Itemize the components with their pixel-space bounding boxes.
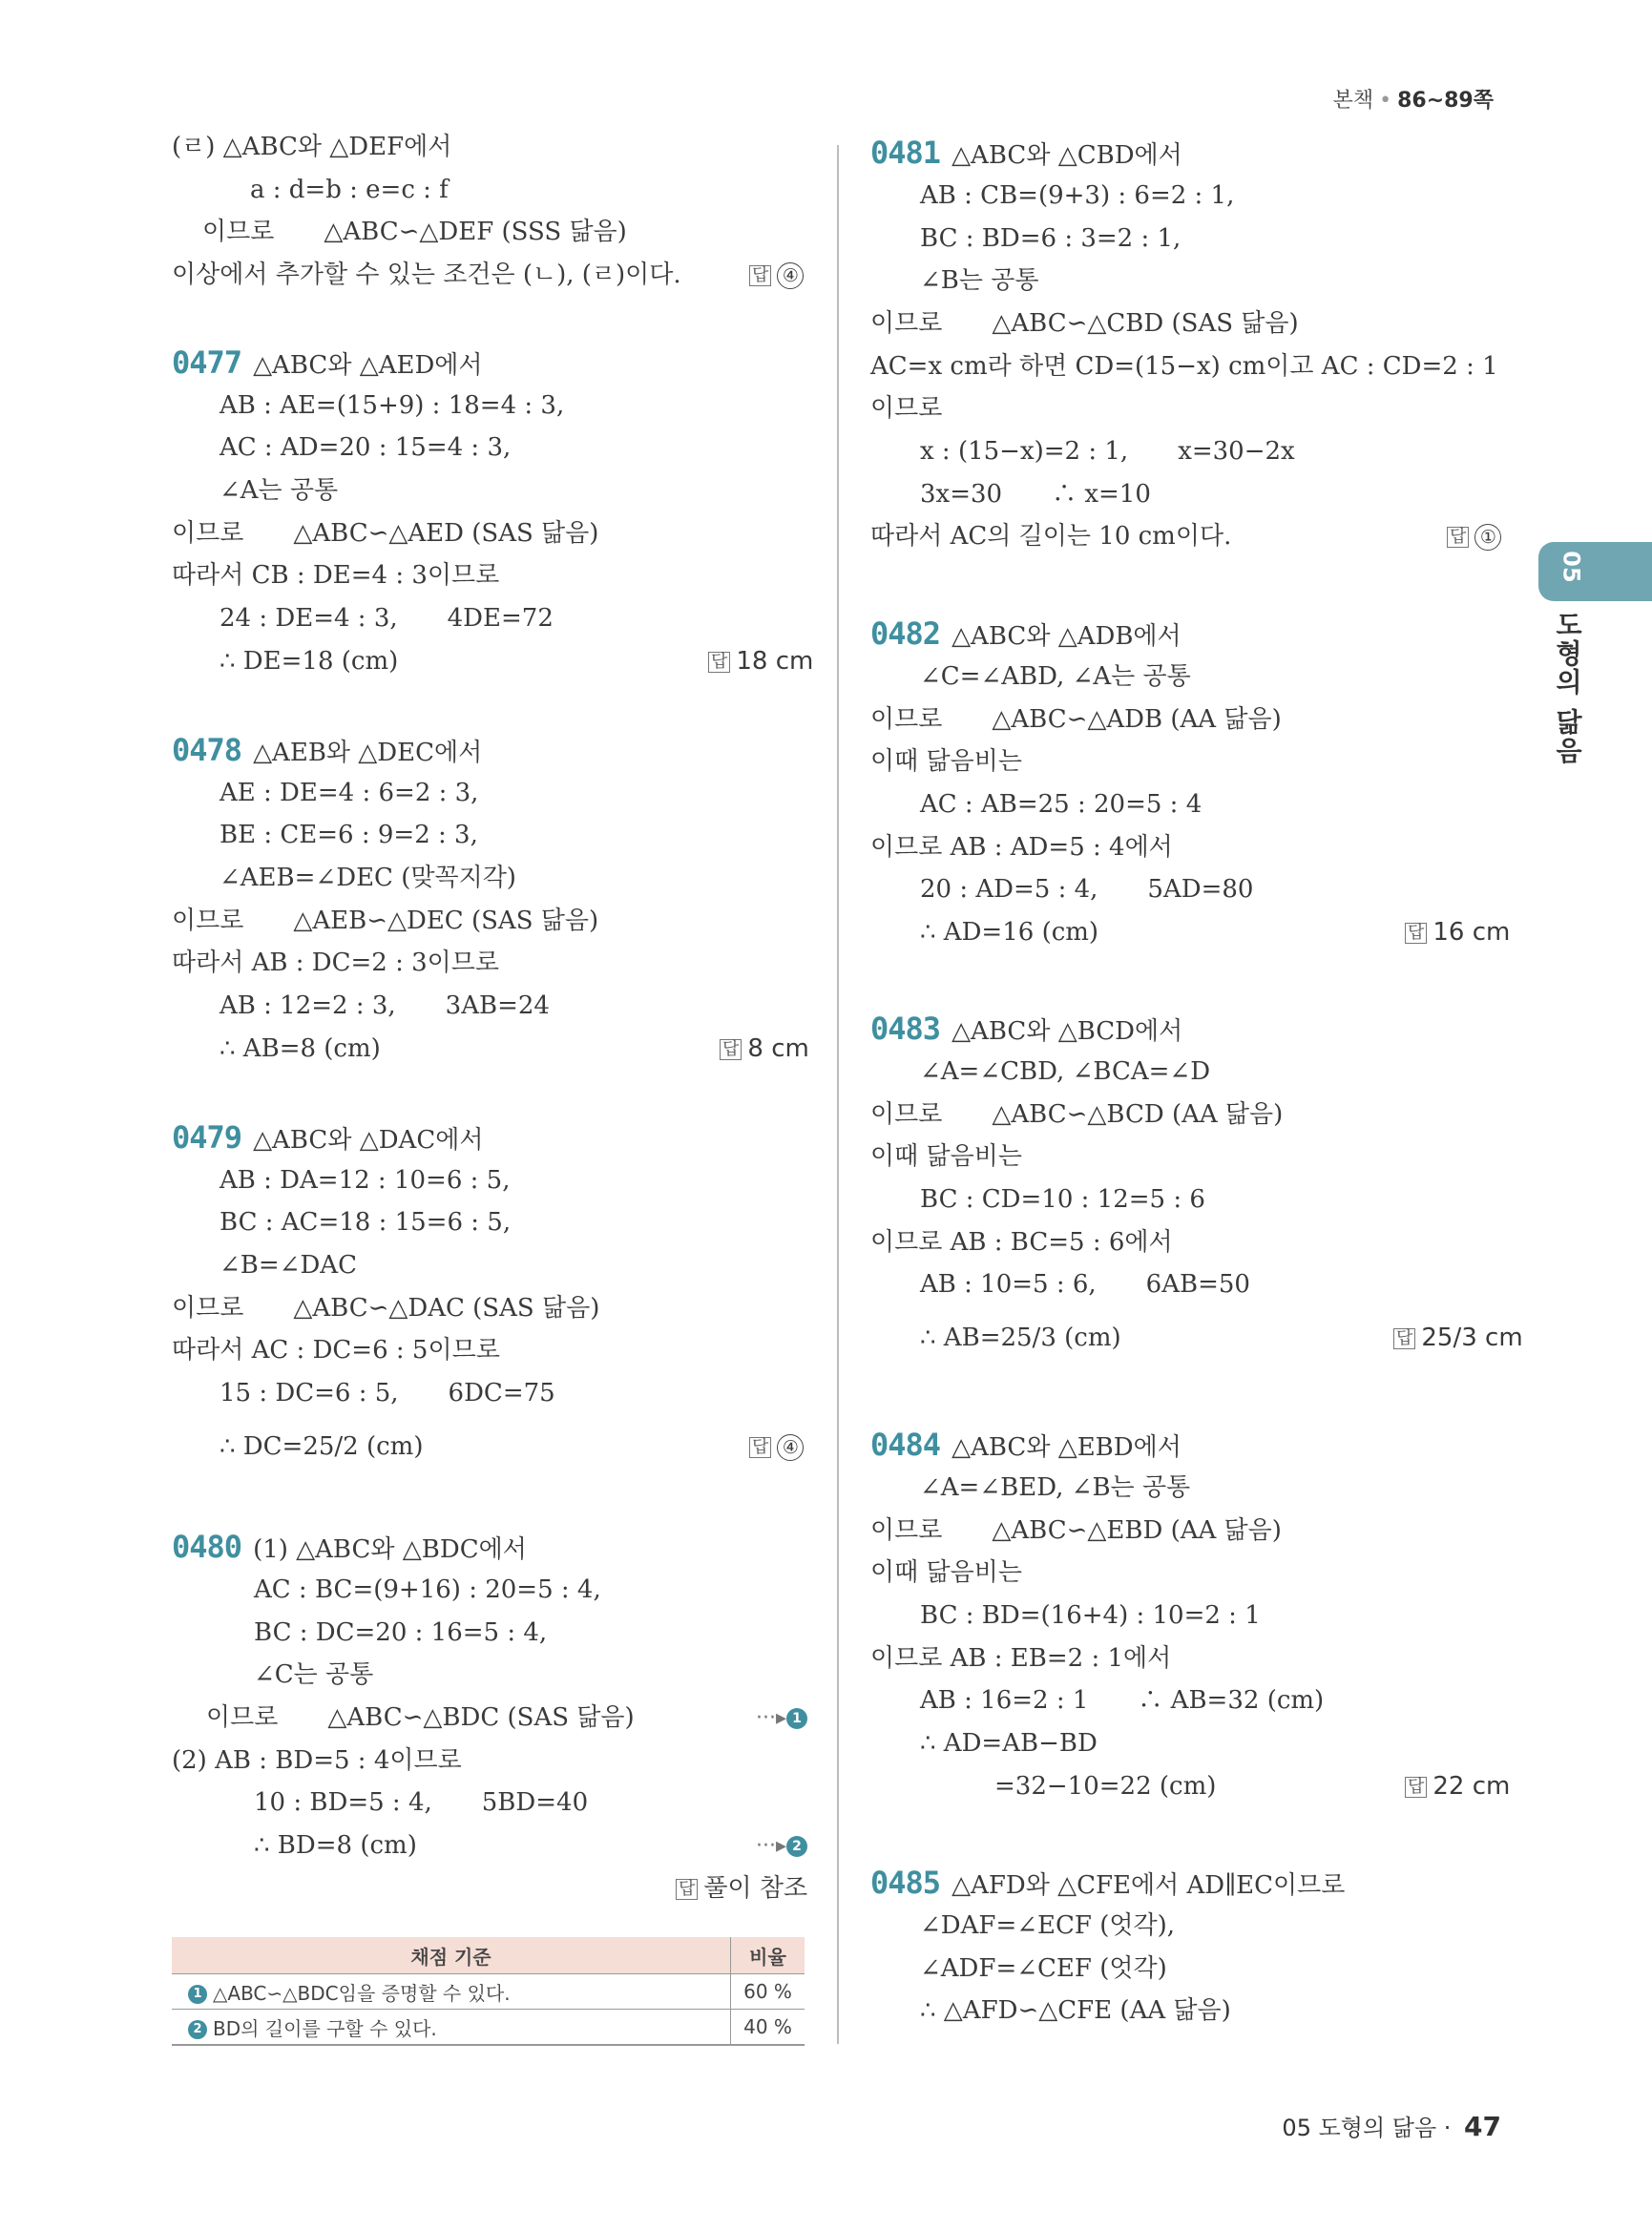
line-text: ∠C=∠ABD, ∠A는 공통 [920, 662, 1191, 691]
solution-line [220, 1165, 510, 1196]
solution-line [254, 1574, 601, 1605]
solution-line [870, 1643, 1171, 1674]
solution-line [870, 1515, 1282, 1546]
solution-line [172, 1293, 599, 1324]
line-text: △ABC와 △EBD에서 [951, 1433, 1181, 1462]
solution-line [172, 560, 499, 591]
solution-line [220, 1250, 357, 1281]
answer-icon: 답 [1447, 527, 1469, 548]
line-text: 10 : BD=5 : 4, 5BD=40 [254, 1788, 589, 1817]
grading-criterion-text: BD의 길이를 구할 수 있다. [213, 2016, 437, 2040]
problem-number: 0480 [172, 1529, 242, 1565]
line-text: 이므로 △ABC∽△AED (SAS 닮음) [172, 519, 599, 548]
grading-criterion-cell [172, 1974, 731, 2010]
line-text: AC : AB=25 : 20=5 : 4 [920, 790, 1202, 819]
line-text: 3x=30 ∴ x=10 [920, 480, 1151, 509]
line-text: 이므로 △ABC∽△DEF (SSS 닮음) [202, 218, 627, 246]
grading-table [172, 1937, 805, 2046]
step-marker [756, 1834, 807, 1858]
solution-line [172, 1335, 500, 1366]
solution-line [920, 1685, 1324, 1716]
answer-value: 18 cm [736, 647, 814, 676]
solution-line [870, 1227, 1173, 1258]
line-text: ∴ BD=8 (cm) [254, 1831, 417, 1860]
chapter-title-vertical: 도형의 닮음 [1552, 611, 1583, 765]
line-text: ∴ AD=16 (cm) [920, 918, 1099, 947]
answer-label [1405, 917, 1510, 948]
solution-line [220, 1431, 423, 1462]
line-text: AC : BC=(9+16) : 20=5 : 4, [254, 1575, 601, 1604]
table-row [172, 1974, 805, 2010]
line-text: 따라서 AC의 길이는 10 cm이다. [870, 522, 1232, 551]
answer-icon: 답 [1405, 923, 1427, 944]
solution-line [254, 1617, 547, 1648]
grading-criterion-cell [172, 2010, 731, 2046]
solution-line [220, 432, 511, 463]
line-text: ∠B=∠DAC [220, 1251, 357, 1280]
line-text: 따라서 CB : DE=4 : 3이므로 [172, 561, 500, 590]
problem-heading [172, 732, 483, 768]
line-text: ∴ AD=AB−BD [920, 1729, 1098, 1758]
solution-line [920, 1323, 1121, 1353]
problem-number: 0485 [870, 1865, 941, 1901]
solution-line [172, 260, 681, 290]
header-book: 본책 [1332, 89, 1374, 113]
solution-line [220, 990, 550, 1021]
solution-line [220, 1207, 511, 1238]
solution-line [920, 436, 1295, 467]
chapter-tab[interactable] [1538, 542, 1652, 601]
header-separator: • [1379, 89, 1392, 113]
answer-value: ④ [777, 1434, 804, 1461]
line-text: (2) AB : BD=5 : 4이므로 [172, 1746, 462, 1775]
solution-line [920, 1728, 1098, 1759]
problem-heading [870, 1429, 1181, 1463]
arrow-icon: ···▸ [756, 1834, 787, 1858]
solution-line [920, 917, 1098, 948]
line-text: 이상에서 추가할 수 있는 조건은 (ㄴ), (ㄹ)이다. [172, 261, 681, 289]
line-text: AC=x cm라 하면 CD=(15−x) cm이고 AC : CD=2 : 1 [870, 352, 1498, 381]
line-text: 이므로 [870, 394, 943, 423]
answer-value: 22 cm [1432, 1772, 1511, 1801]
problem-number: 0479 [172, 1119, 242, 1156]
line-text: ∠A=∠CBD, ∠BCA=∠D [920, 1057, 1211, 1086]
table-row [172, 2010, 805, 2046]
solution-line [920, 1184, 1205, 1215]
solution-line [202, 217, 627, 247]
solution-line [172, 948, 499, 978]
solution-line [870, 1099, 1283, 1130]
page-footer [1282, 2109, 1501, 2142]
grading-header-ratio: 비율 [731, 1937, 805, 1974]
line-text: BC : BD=(16+4) : 10=2 : 1 [920, 1601, 1261, 1630]
answer-icon: 답 [1393, 1328, 1415, 1349]
line-text: ∠DAF=∠ECF (엇각), [920, 1911, 1175, 1940]
line-text: 이때 닮음비는 [870, 1558, 1022, 1587]
solution-line [920, 789, 1202, 820]
solution-line [206, 1702, 635, 1733]
answer-icon: 답 [749, 1437, 771, 1458]
problem-number: 0477 [172, 344, 242, 381]
solution-line [920, 1953, 1167, 1984]
line-text: ∴ △AFD∽△CFE (AA 닮음) [920, 1996, 1231, 2025]
solution-line [250, 175, 449, 205]
answer-icon: 답 [708, 652, 730, 673]
line-text: ∠A는 공통 [220, 476, 339, 505]
line-text: AB : 10=5 : 6, 6AB=50 [920, 1270, 1250, 1299]
problem-heading [172, 1529, 527, 1565]
line-text: AC : AD=20 : 15=4 : 3, [220, 433, 512, 462]
line-text: △AEB와 △DEC에서 [253, 739, 483, 767]
line-text: 이므로 △ABC∽△BCD (AA 닮음) [870, 1100, 1284, 1129]
answer-label [676, 1873, 807, 1904]
problem-heading [870, 1013, 1182, 1047]
line-text: AB : DA=12 : 10=6 : 5, [220, 1166, 511, 1195]
line-text: 이므로 △ABC∽△DAC (SAS 닮음) [172, 1294, 600, 1323]
answer-label [708, 646, 813, 677]
answer-label [749, 260, 804, 290]
problem-number: 0483 [870, 1011, 941, 1047]
problem-number: 0484 [870, 1427, 941, 1463]
answer-icon: 답 [676, 1879, 698, 1900]
arrow-icon: ···▸ [756, 1706, 787, 1730]
page-header [1333, 84, 1494, 114]
line-text: △ABC와 △BCD에서 [951, 1017, 1183, 1046]
problem-heading [870, 1867, 1345, 1901]
solution-line [870, 746, 1022, 777]
line-text: 이므로 △AEB∽△DEC (SAS 닮음) [172, 907, 599, 935]
line-text: 이므로 AB : BC=5 : 6에서 [870, 1228, 1173, 1257]
solution-line [920, 1600, 1261, 1631]
line-text: ∠AEB=∠DEC (맞꼭지각) [220, 864, 516, 892]
solution-line [220, 475, 338, 506]
answer-icon: 답 [749, 265, 771, 286]
line-text: △ABC와 △CBD에서 [951, 141, 1182, 170]
solution-line [920, 265, 1039, 296]
solution-line [870, 351, 1498, 382]
solution-line [254, 1830, 417, 1861]
answer-value: ④ [777, 262, 804, 289]
solution-line [920, 1472, 1190, 1503]
line-text: BC : AC=18 : 15=6 : 5, [220, 1208, 512, 1237]
solution-line [870, 393, 942, 424]
line-text: 따라서 AB : DC=2 : 3이므로 [172, 949, 500, 977]
header-pages: 86~89쪽 [1397, 89, 1494, 113]
line-text: 24 : DE=4 : 3, 4DE=72 [220, 604, 554, 633]
answer-icon: 답 [1405, 1777, 1427, 1798]
solution-line [254, 1659, 373, 1690]
line-text: 이므로 △ABC∽△EBD (AA 닮음) [870, 1516, 1282, 1545]
solution-line [220, 820, 478, 850]
answer-label [1447, 521, 1501, 552]
problem-number: 0478 [172, 732, 242, 768]
answer-label [1405, 1771, 1510, 1802]
line-text: 이므로 AB : EB=2 : 1에서 [870, 1644, 1172, 1673]
line-text: △ABC와 △ADB에서 [951, 622, 1181, 651]
step-number-badge: 2 [786, 1836, 807, 1857]
step-number-badge: 1 [786, 1708, 807, 1729]
line-text: △ABC와 △DAC에서 [253, 1126, 484, 1155]
grading-ratio-cell: 40 % [731, 2010, 805, 2046]
line-text: ∴ AB=8 (cm) [220, 1034, 381, 1063]
solution-line [920, 1056, 1210, 1087]
step-marker [756, 1706, 807, 1730]
line-text: =32−10=22 (cm) [994, 1772, 1217, 1801]
solution-line [920, 874, 1253, 905]
answer-label [749, 1431, 804, 1462]
solution-line [870, 1557, 1022, 1588]
grading-table-header [172, 1937, 805, 1974]
line-text: 이므로 △ABC∽△CBD (SAS 닮음) [870, 309, 1299, 338]
solution-line [220, 863, 516, 893]
line-text: BC : CD=10 : 12=5 : 6 [920, 1185, 1205, 1214]
line-text: 이므로 △ABC∽△BDC (SAS 닮음) [206, 1703, 635, 1732]
footer-separator: · [1436, 2115, 1459, 2141]
line-text: ∠C는 공통 [254, 1660, 374, 1689]
solution-line [920, 1269, 1250, 1300]
answer-icon: 답 [720, 1039, 742, 1060]
solution-line [172, 518, 598, 549]
line-text: 15 : DC=6 : 5, 6DC=75 [220, 1379, 555, 1407]
line-text: AB : 16=2 : 1 ∴ AB=32 (cm) [920, 1686, 1325, 1715]
line-text: 이므로 AB : AD=5 : 4에서 [870, 833, 1173, 862]
footer-page-number: 47 [1464, 2111, 1501, 2142]
solution-line [870, 1141, 1022, 1172]
solution-line [870, 704, 1282, 735]
problem-heading [870, 615, 1181, 652]
solution-line [172, 132, 451, 162]
line-text: △AFD와 △CFE에서 AD∥EC이므로 [951, 1871, 1346, 1900]
solution-line [920, 223, 1181, 254]
solution-line [220, 603, 554, 634]
line-text: AB : 12=2 : 3, 3AB=24 [220, 991, 550, 1020]
answer-label [720, 1033, 809, 1064]
line-text: 20 : AD=5 : 4, 5AD=80 [920, 875, 1254, 904]
step-number-badge: 1 [188, 1985, 207, 2004]
line-text: 따라서 AC : DC=6 : 5이므로 [172, 1336, 500, 1365]
line-text: ∴ DC=25/2 (cm) [220, 1432, 424, 1461]
answer-value: 25/3 cm [1421, 1324, 1523, 1352]
line-text: 이때 닮음비는 [870, 1142, 1022, 1171]
solution-line [920, 479, 1151, 510]
line-text: x : (15−x)=2 : 1, x=30−2x [920, 437, 1295, 466]
solution-line [172, 1745, 462, 1776]
line-text: 이때 닮음비는 [870, 747, 1022, 776]
problem-number: 0481 [870, 135, 941, 171]
answer-value: 풀이 참조 [703, 1874, 808, 1903]
problem-number: 0482 [870, 615, 941, 652]
solution-line [220, 1378, 555, 1408]
line-text: AB : AE=(15+9) : 18=4 : 3, [220, 391, 565, 420]
line-text: ∠B는 공통 [920, 266, 1039, 295]
solution-line [220, 778, 478, 808]
solution-line [220, 390, 564, 421]
line-text: AB : CB=(9+3) : 6=2 : 1, [920, 181, 1235, 210]
line-text: a : d=b : e=c : f [250, 176, 449, 204]
grading-header-criterion: 채점 기준 [172, 1937, 731, 1974]
grading-ratio-cell: 60 % [731, 1974, 805, 2010]
line-text: (ㄹ) △ABC와 △DEF에서 [172, 133, 452, 161]
line-text: BE : CE=6 : 9=2 : 3, [220, 821, 478, 849]
line-text: ∴ DE=18 (cm) [220, 647, 399, 676]
answer-label [1393, 1323, 1523, 1353]
solution-line [870, 308, 1299, 339]
solution-line [172, 906, 598, 936]
line-text: (1) △ABC와 △BDC에서 [253, 1535, 527, 1564]
line-text: △ABC와 △AED에서 [253, 351, 483, 380]
column-divider [837, 145, 839, 2044]
line-text: 이므로 △ABC∽△ADB (AA 닮음) [870, 705, 1282, 734]
line-text: ∴ AB=25/3 (cm) [920, 1324, 1121, 1352]
solution-line [254, 1787, 588, 1818]
solution-line [220, 1033, 381, 1064]
problem-heading [172, 344, 483, 381]
answer-value: 8 cm [747, 1034, 809, 1063]
solution-line [220, 646, 398, 677]
solution-line [870, 521, 1231, 552]
solution-line [920, 1910, 1175, 1941]
footer-chapter: 05 도형의 닮음 [1282, 2115, 1437, 2141]
line-text: ∠ADF=∠CEF (엇각) [920, 1954, 1167, 1983]
step-number-badge: 2 [188, 2020, 207, 2039]
line-text: BC : BD=6 : 3=2 : 1, [920, 224, 1181, 253]
solution-line [920, 661, 1191, 692]
problem-heading [172, 1119, 484, 1156]
chapter-tab-number: 05 [1558, 551, 1585, 583]
line-text: AE : DE=4 : 6=2 : 3, [220, 779, 479, 807]
answer-value: ① [1474, 524, 1501, 551]
solution-line [920, 180, 1234, 211]
solution-line [870, 832, 1173, 863]
grading-criterion-text: △ABC∽△BDC임을 증명할 수 있다. [213, 1981, 511, 2005]
solution-line [920, 1995, 1231, 2026]
answer-value: 16 cm [1432, 918, 1511, 947]
solution-line [994, 1771, 1216, 1802]
line-text: ∠A=∠BED, ∠B는 공통 [920, 1473, 1191, 1502]
line-text: BC : DC=20 : 16=5 : 4, [254, 1618, 548, 1647]
problem-heading [870, 137, 1182, 171]
